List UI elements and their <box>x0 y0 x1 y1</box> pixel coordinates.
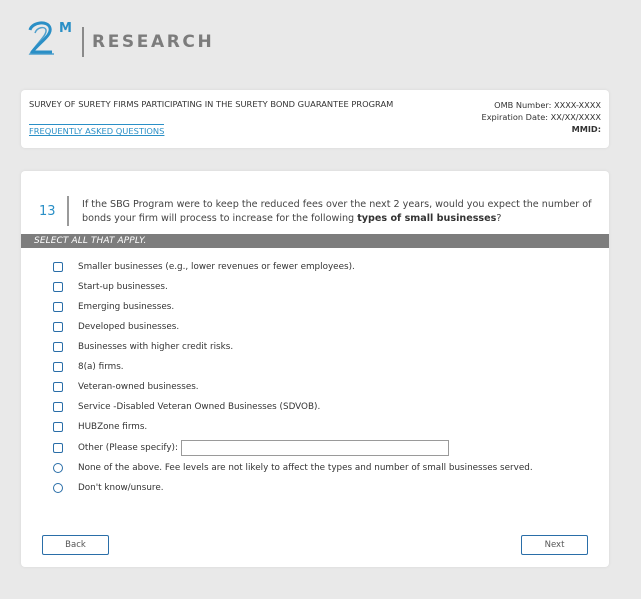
option-label: Other (Please specify): <box>78 443 178 453</box>
option-label: Veteran-owned businesses. <box>78 382 199 392</box>
question-number: 13 <box>39 204 56 219</box>
omb-number: OMB Number: XXXX-XXXX <box>494 100 601 110</box>
option-emerging-businesses[interactable] <box>53 302 174 312</box>
checkbox[interactable] <box>53 322 63 332</box>
question-text-bold: types of small businesses <box>357 213 497 224</box>
option-label: Emerging businesses. <box>78 302 175 312</box>
brand-logo <box>26 18 78 62</box>
option-veteran-owned[interactable] <box>53 382 199 392</box>
question-divider <box>67 196 69 226</box>
radio-button[interactable] <box>53 483 63 493</box>
option-label: HUBZone firms. <box>78 422 148 432</box>
question-text-prefix: If the SBG Program were to keep the reduced fees over the next 2 years, would you expect the number of bonds your firm will process to increase for the following <box>82 199 592 224</box>
instruction-bar: SELECT ALL THAT APPLY. <box>21 234 609 248</box>
option-developed-businesses[interactable] <box>53 322 179 332</box>
question-card <box>21 171 609 567</box>
checkbox[interactable] <box>53 443 63 453</box>
logo-divider <box>82 27 84 57</box>
option-dont-know[interactable] <box>53 483 164 493</box>
option-8a-firms[interactable] <box>53 362 124 372</box>
option-none-of-above[interactable] <box>53 463 533 473</box>
back-button[interactable]: Back <box>42 535 109 555</box>
option-other[interactable] <box>53 440 449 456</box>
survey-title: SURVEY OF SURETY FIRMS PARTICIPATING IN THE SURETY BOND GUARANTEE PROGRAM <box>29 99 394 109</box>
option-smaller-businesses[interactable] <box>53 262 355 272</box>
question-text-suffix: ? <box>496 213 502 224</box>
checkbox[interactable] <box>53 402 63 412</box>
checkbox[interactable] <box>53 282 63 292</box>
logo-mark-icon <box>26 18 78 62</box>
option-label: 8(a) firms. <box>78 362 124 372</box>
option-startup-businesses[interactable] <box>53 282 168 292</box>
checkbox[interactable] <box>53 422 63 432</box>
survey-header-card <box>21 90 609 148</box>
option-label: Start-up businesses. <box>78 282 168 292</box>
option-label: Service -Disabled Veteran Owned Businesses (SDVOB). <box>78 402 321 412</box>
option-label: Smaller businesses (e.g., lower revenues or fewer employees). <box>78 262 355 272</box>
option-label: None of the above. Fee levels are not likely to affect the types and number of small businesses served. <box>78 463 533 473</box>
checkbox[interactable] <box>53 342 63 352</box>
checkbox[interactable] <box>53 362 63 372</box>
option-label: Developed businesses. <box>78 322 180 332</box>
radio-button[interactable] <box>53 463 63 473</box>
option-hubzone[interactable] <box>53 422 147 432</box>
option-label: Don't know/unsure. <box>78 483 164 493</box>
option-higher-credit-risk[interactable] <box>53 342 233 352</box>
option-sdvob[interactable] <box>53 402 320 412</box>
logo-superscript: M <box>59 21 72 36</box>
mmid-label: MMID: <box>571 124 601 134</box>
expiration-date: Expiration Date: XX/XX/XXXX <box>481 112 601 122</box>
question-text <box>82 198 604 226</box>
logo-text: RESEARCH <box>92 32 215 52</box>
checkbox[interactable] <box>53 302 63 312</box>
next-button[interactable]: Next <box>521 535 588 555</box>
checkbox[interactable] <box>53 262 63 272</box>
checkbox[interactable] <box>53 382 63 392</box>
faq-link[interactable]: FREQUENTLY ASKED QUESTIONS <box>29 126 165 136</box>
omb-info <box>482 99 601 135</box>
other-specify-input[interactable] <box>181 440 449 456</box>
option-label: Businesses with higher credit risks. <box>78 342 234 352</box>
